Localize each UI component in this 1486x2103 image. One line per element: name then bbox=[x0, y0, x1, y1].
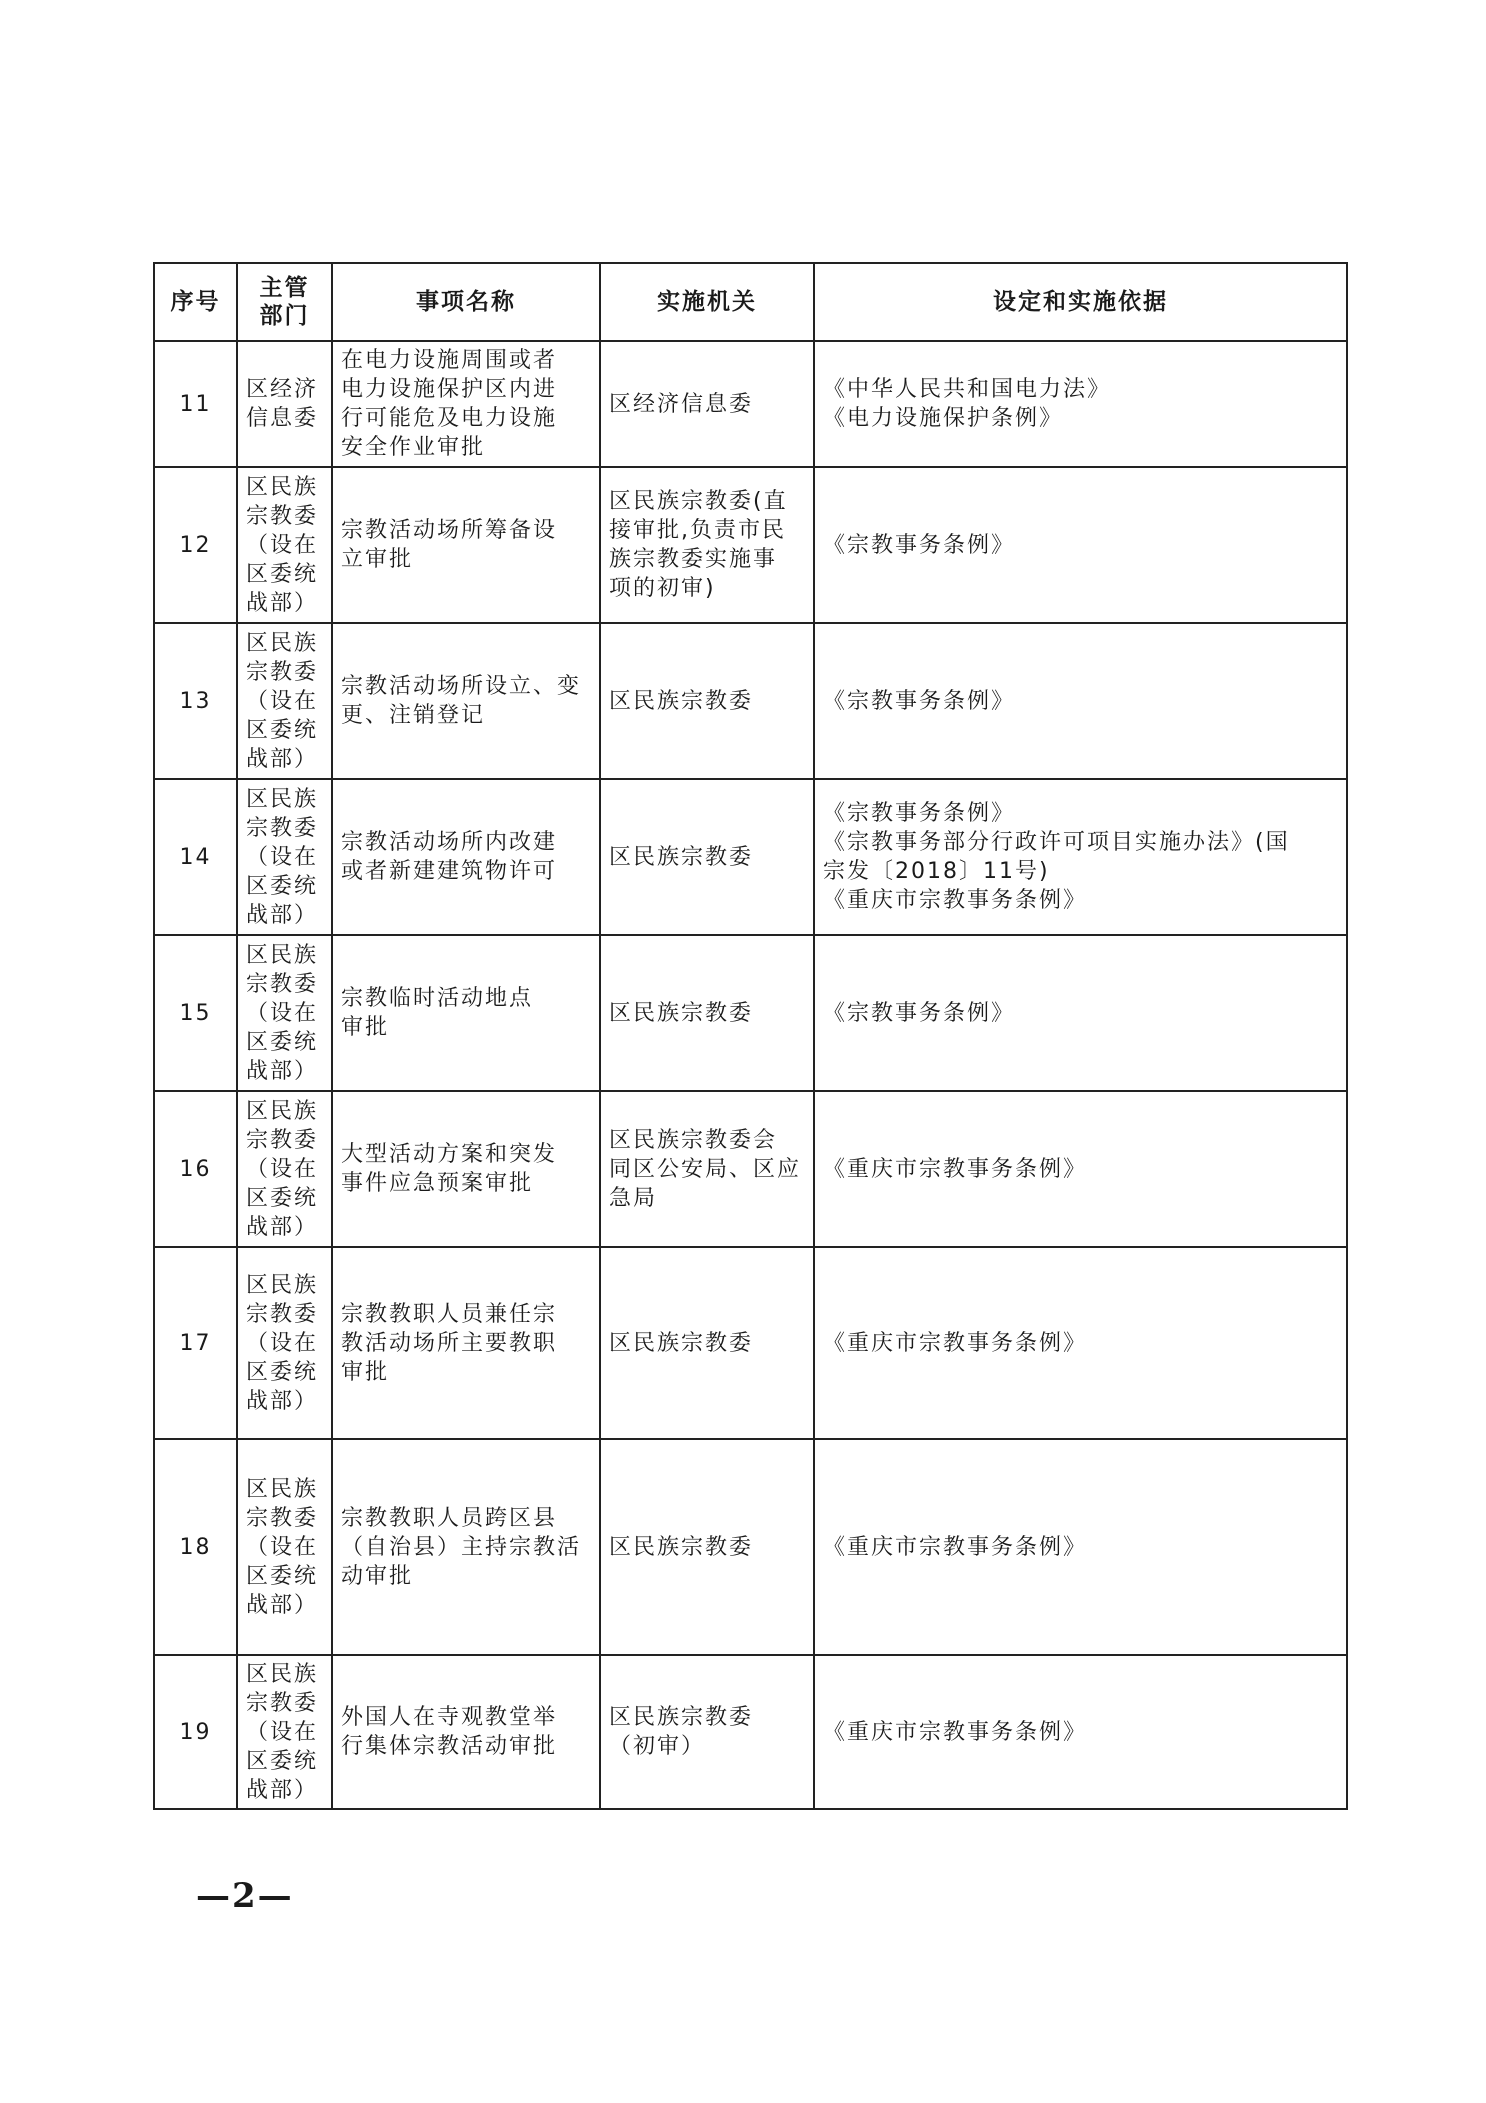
implementing-agency-cell-line: 区民族宗教委 bbox=[609, 1534, 754, 1560]
item-name-cell-line: 事件应急预案审批 bbox=[341, 1171, 534, 1196]
item-name-cell-line: 安全作业审批 bbox=[341, 435, 486, 460]
table-row bbox=[154, 467, 1347, 623]
department-cell-line: （设在 bbox=[246, 1000, 319, 1026]
implementing-agency-cell-line: 项的初审) bbox=[609, 576, 716, 601]
serial-number-cell: 13 bbox=[154, 623, 237, 779]
department-cell-line: 宗教委 bbox=[246, 971, 319, 997]
header-department-line: 主管 bbox=[259, 275, 310, 301]
department-cell-line: 战部） bbox=[246, 902, 319, 928]
implementing-agency-cell-line: 区民族宗教委会 bbox=[609, 1127, 778, 1153]
department-cell-line: 战部） bbox=[246, 1592, 319, 1618]
implementing-agency-cell-line: 区经济信息委 bbox=[609, 391, 754, 417]
department-cell-line: （设在 bbox=[246, 1719, 319, 1745]
item-name-cell bbox=[332, 341, 600, 467]
item-name-cell-line: 宗教活动场所筹备设 bbox=[341, 518, 558, 543]
implementing-agency-cell bbox=[600, 1655, 814, 1809]
legal-basis-cell-line: 《重庆市宗教事务条例》 bbox=[823, 1156, 1088, 1182]
department-cell bbox=[237, 1091, 332, 1247]
department-cell-line: 战部） bbox=[246, 1214, 319, 1240]
item-name-cell bbox=[332, 935, 600, 1091]
header-implementing-agency: 实施机关 bbox=[600, 263, 814, 341]
department-cell-line: 区民族 bbox=[246, 474, 319, 500]
legal-basis-cell bbox=[814, 467, 1347, 623]
department-cell-line: 区委统 bbox=[246, 1359, 319, 1385]
legal-basis-cell-line: 《电力设施保护条例》 bbox=[823, 406, 1064, 431]
header-serial-number: 序号 bbox=[154, 263, 237, 341]
department-cell bbox=[237, 467, 332, 623]
department-cell-line: 宗教委 bbox=[246, 1690, 319, 1716]
department-cell-line: 宗教委 bbox=[246, 1505, 319, 1531]
table-row bbox=[154, 1655, 1347, 1809]
item-name-cell-line: 在电力设施周围或者 bbox=[341, 348, 558, 373]
item-name-cell bbox=[332, 1091, 600, 1247]
department-cell-line: 信息委 bbox=[246, 406, 319, 431]
legal-basis-cell bbox=[814, 779, 1347, 935]
item-name-cell bbox=[332, 1439, 600, 1655]
implementing-agency-cell-line: 区民族宗教委 bbox=[609, 688, 754, 714]
item-name-cell-line: 动审批 bbox=[341, 1563, 414, 1589]
department-cell-line: 区委统 bbox=[246, 1563, 319, 1589]
legal-basis-cell-line: 《重庆市宗教事务条例》 bbox=[823, 1719, 1088, 1745]
department-cell-line: 区民族 bbox=[246, 630, 319, 656]
serial-number-cell: 18 bbox=[154, 1439, 237, 1655]
implementing-agency-cell-line: 区民族宗教委 bbox=[609, 1330, 754, 1356]
serial-number-cell: 15 bbox=[154, 935, 237, 1091]
implementing-agency-cell bbox=[600, 1247, 814, 1439]
item-name-cell-line: 宗教活动场所设立、变 bbox=[341, 674, 582, 699]
legal-basis-cell bbox=[814, 935, 1347, 1091]
item-name-cell bbox=[332, 623, 600, 779]
legal-basis-cell bbox=[814, 1091, 1347, 1247]
department-cell-line: 宗教委 bbox=[246, 503, 319, 529]
legal-basis-cell-line: 《宗教事务条例》 bbox=[823, 1000, 1016, 1026]
department-cell-line: 战部） bbox=[246, 590, 319, 616]
department-cell bbox=[237, 779, 332, 935]
legal-basis-cell-line: 《中华人民共和国电力法》 bbox=[823, 377, 1112, 402]
department-cell-line: 区民族 bbox=[246, 1476, 319, 1502]
department-cell-line: 区民族 bbox=[246, 1098, 319, 1124]
item-name-cell-line: 更、注销登记 bbox=[341, 703, 486, 728]
serial-number-cell: 17 bbox=[154, 1247, 237, 1439]
item-name-cell-line: 宗教临时活动地点 bbox=[341, 986, 534, 1011]
department-cell-line: （设在 bbox=[246, 532, 319, 558]
implementing-agency-cell-line: 区民族宗教委(直 bbox=[609, 489, 788, 514]
serial-number-cell: 12 bbox=[154, 467, 237, 623]
department-cell bbox=[237, 341, 332, 467]
department-cell-line: （设在 bbox=[246, 1534, 319, 1560]
legal-basis-cell-line: 《宗教事务条例》 bbox=[823, 532, 1016, 558]
legal-basis-cell-line: 《宗教事务部分行政许可项目实施办法》(国 bbox=[823, 830, 1290, 855]
header-item-name: 事项名称 bbox=[332, 263, 600, 341]
implementing-agency-cell-line: 区民族宗教委 bbox=[609, 844, 754, 870]
table-row bbox=[154, 1439, 1347, 1655]
department-cell-line: 战部） bbox=[246, 746, 319, 772]
department-cell bbox=[237, 935, 332, 1091]
item-name-cell-line: 或者新建建筑物许可 bbox=[341, 859, 558, 884]
serial-number-cell: 19 bbox=[154, 1655, 237, 1809]
implementing-agency-cell-line: 急局 bbox=[609, 1185, 658, 1211]
department-cell-line: 区委统 bbox=[246, 561, 319, 587]
item-name-cell-line: 教活动场所主要教职 bbox=[341, 1330, 558, 1356]
department-cell-line: （设在 bbox=[246, 688, 319, 714]
item-name-cell-line: 外国人在寺观教堂举 bbox=[341, 1705, 558, 1730]
implementing-agency-cell-line: 同区公安局、区应 bbox=[609, 1156, 802, 1182]
table-row bbox=[154, 1247, 1347, 1439]
department-cell-line: 宗教委 bbox=[246, 659, 319, 685]
implementing-agency-cell bbox=[600, 341, 814, 467]
serial-number-cell: 14 bbox=[154, 779, 237, 935]
implementing-agency-cell bbox=[600, 935, 814, 1091]
legal-basis-cell bbox=[814, 1247, 1347, 1439]
department-cell-line: （设在 bbox=[246, 1156, 319, 1182]
header-department bbox=[237, 263, 332, 341]
department-cell-line: 区委统 bbox=[246, 1029, 319, 1055]
department-cell-line: 宗教委 bbox=[246, 1301, 319, 1327]
item-name-cell-line: 电力设施保护区内进 bbox=[341, 377, 558, 402]
department-cell bbox=[237, 1247, 332, 1439]
department-cell-line: 区委统 bbox=[246, 717, 319, 743]
table-row bbox=[154, 623, 1347, 779]
department-cell-line: 战部） bbox=[246, 1388, 319, 1414]
department-cell-line: 宗教委 bbox=[246, 815, 319, 841]
item-name-cell-line: 宗教教职人员兼任宗 bbox=[341, 1301, 558, 1327]
item-name-cell-line: （自治县）主持宗教活 bbox=[341, 1534, 582, 1560]
department-cell-line: 区民族 bbox=[246, 786, 319, 812]
implementing-agency-cell-line: 族宗教委实施事 bbox=[609, 547, 778, 572]
item-name-cell bbox=[332, 467, 600, 623]
legal-basis-cell-line: 《重庆市宗教事务条例》 bbox=[823, 1534, 1088, 1560]
department-cell-line: （设在 bbox=[246, 844, 319, 870]
serial-number-cell: 16 bbox=[154, 1091, 237, 1247]
legal-basis-cell-line: 《重庆市宗教事务条例》 bbox=[823, 1330, 1088, 1356]
legal-basis-cell-line: 《宗教事务条例》 bbox=[823, 801, 1016, 826]
department-cell bbox=[237, 1439, 332, 1655]
implementing-agency-cell bbox=[600, 467, 814, 623]
item-name-cell-line: 审批 bbox=[341, 1359, 390, 1385]
item-name-cell-line: 大型活动方案和突发 bbox=[341, 1142, 558, 1167]
item-name-cell-line: 行可能危及电力设施 bbox=[341, 406, 558, 431]
implementing-agency-cell bbox=[600, 623, 814, 779]
implementing-agency-cell-line: 区民族宗教委 bbox=[609, 1000, 754, 1026]
legal-basis-cell bbox=[814, 623, 1347, 779]
table-row bbox=[154, 1091, 1347, 1247]
implementing-agency-cell-line: 区民族宗教委 bbox=[609, 1705, 754, 1730]
legal-basis-cell bbox=[814, 1439, 1347, 1655]
page-number: —2— bbox=[196, 1876, 294, 1916]
implementing-agency-cell-line: 接审批,负责市民 bbox=[609, 518, 786, 543]
item-name-cell-line: 立审批 bbox=[341, 547, 414, 572]
table-row bbox=[154, 341, 1347, 467]
header-department-line: 部门 bbox=[259, 303, 310, 329]
legal-basis-cell bbox=[814, 341, 1347, 467]
table-header-row bbox=[154, 263, 1347, 341]
item-name-cell bbox=[332, 779, 600, 935]
department-cell bbox=[237, 1655, 332, 1809]
implementing-agency-cell-line: （初审） bbox=[609, 1734, 706, 1759]
item-name-cell-line: 宗教教职人员跨区县 bbox=[341, 1505, 558, 1531]
department-cell-line: （设在 bbox=[246, 1330, 319, 1356]
table-row bbox=[154, 779, 1347, 935]
department-cell-line: 区委统 bbox=[246, 873, 319, 899]
item-name-cell bbox=[332, 1655, 600, 1809]
item-name-cell bbox=[332, 1247, 600, 1439]
header-legal-basis: 设定和实施依据 bbox=[814, 263, 1347, 341]
administrative-items-table bbox=[153, 262, 1348, 1810]
department-cell-line: 区委统 bbox=[246, 1185, 319, 1211]
department-cell-line: 区民族 bbox=[246, 1661, 319, 1687]
legal-basis-cell-line: 宗发〔2018〕11号) bbox=[823, 859, 1050, 884]
implementing-agency-cell bbox=[600, 779, 814, 935]
department-cell-line: 区民族 bbox=[246, 1272, 319, 1298]
department-cell-line: 宗教委 bbox=[246, 1127, 319, 1153]
table-row bbox=[154, 935, 1347, 1091]
department-cell bbox=[237, 623, 332, 779]
item-name-cell-line: 行集体宗教活动审批 bbox=[341, 1734, 558, 1759]
item-name-cell-line: 宗教活动场所内改建 bbox=[341, 830, 558, 855]
department-cell-line: 区民族 bbox=[246, 942, 319, 968]
legal-basis-cell bbox=[814, 1655, 1347, 1809]
implementing-agency-cell bbox=[600, 1439, 814, 1655]
department-cell-line: 区委统 bbox=[246, 1748, 319, 1774]
department-cell-line: 战部） bbox=[246, 1058, 319, 1084]
legal-basis-cell-line: 《重庆市宗教事务条例》 bbox=[823, 888, 1088, 913]
implementing-agency-cell bbox=[600, 1091, 814, 1247]
item-name-cell-line: 审批 bbox=[341, 1015, 390, 1040]
table-body bbox=[154, 341, 1347, 1809]
department-cell-line: 区经济 bbox=[246, 377, 319, 402]
department-cell-line: 战部） bbox=[246, 1777, 319, 1803]
serial-number-cell: 11 bbox=[154, 341, 237, 467]
legal-basis-cell-line: 《宗教事务条例》 bbox=[823, 688, 1016, 714]
